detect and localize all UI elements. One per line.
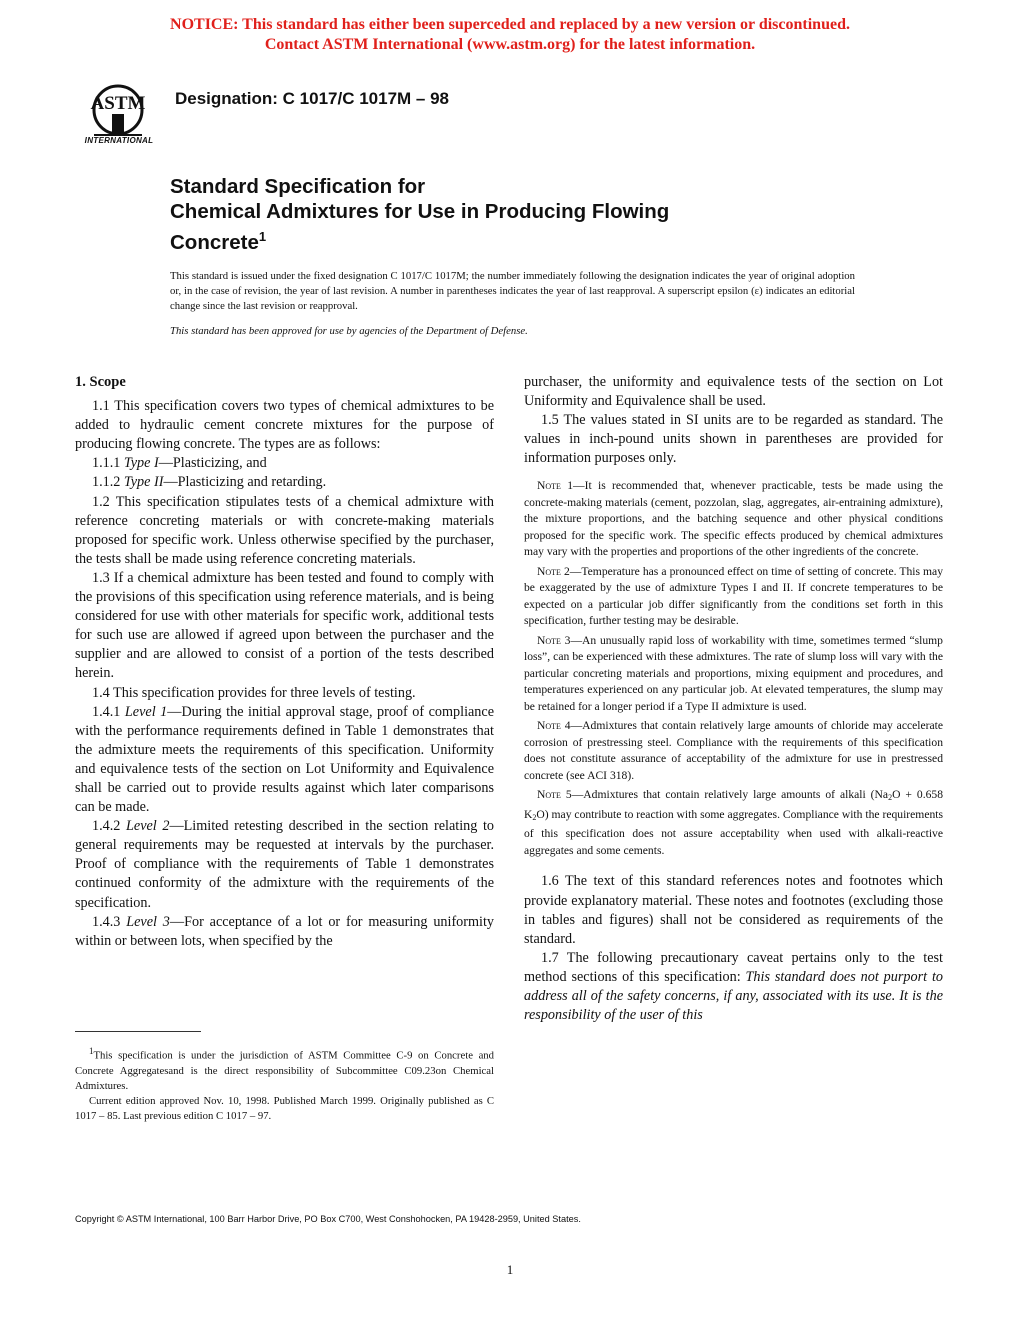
notice-line-2: Contact ASTM International (www.astm.org) for the latest information. xyxy=(264,36,756,53)
para-1-6: 1.6 The text of this standard references notes and footnotes which provide explanatory material. These notes and footnotes (excluding those in tables and figures) shall not be considered as requirements of the standard. xyxy=(524,873,943,947)
note-1-label: Note 1 xyxy=(537,479,574,493)
para-1-4-3-text: —For acceptance of a lot or for measuring uniformity within or between lots, when specified by the xyxy=(75,913,495,949)
note-5-label: Note 5 xyxy=(537,788,572,802)
logo-mark-text: ASTM xyxy=(90,93,146,114)
para-1-2: 1.2 This specification stipulates tests of a chemical admixture with reference concreting materials or with concrete-making materials proposed for specific work. Unless otherwise specified by the purchaser, the tests shall be made using reference concreting materials. xyxy=(75,493,494,567)
supersede-notice xyxy=(0,15,1020,55)
copyright-line: Copyright © ASTM International, 100 Barr Harbor Drive, PO Box C700, West Conshohocken, PA 19428-2959, United States. xyxy=(75,1214,581,1224)
footnotes xyxy=(75,1044,494,1124)
title-line-3 xyxy=(170,224,870,255)
para-1-1: 1.1 This specification covers two types of chemical admixtures to be added to hydraulic cement concrete mixtures for the purpose of producing flowing concrete. The types are as follows: xyxy=(75,398,494,453)
para-1-1-2-type: Type II xyxy=(123,474,164,491)
note-1 xyxy=(524,478,943,561)
para-1-7-text: 1.7 The following precautionary caveat pertains only to the test method sections of this specification: xyxy=(524,949,943,985)
title-footnote-mark: 1 xyxy=(258,229,267,244)
para-1-4-1-num: 1.4.1 xyxy=(92,703,125,720)
note-5-text-c: O) may contribute to reaction with some aggregates. Compliance with the requirements of this specification does not assure acceptability when used with alkali-reactive aggregates and some cements. xyxy=(524,807,943,857)
note-5-text-b: O + 0.658 K xyxy=(524,788,943,821)
title-line-1: Standard Specification for xyxy=(170,175,426,198)
issuance-statement: This standard is issued under the fixed designation C 1017/C 1017M; the number immediately following the designation indicates the year of original adoption or, in the case of revision, the year of last revision. A number in parentheses indicates the year of last reapproval. A superscript epsilon (ε) indicates an editorial change since the last revision or reapproval. xyxy=(170,270,855,312)
note-3-label: Note 3 xyxy=(537,633,571,647)
right-column xyxy=(524,373,943,1025)
note-4-label: Note 4 xyxy=(537,719,571,733)
spacer xyxy=(524,862,943,872)
footnote-1 xyxy=(75,1044,494,1094)
note-4-text: —Admixtures that contain relatively large amounts of chloride may accelerate corrosion of prestressing steel. Compliance with the requirements of this specification does not constitute assurance of acceptability of the admixture for use in prestressed concrete (see ACI 318). xyxy=(524,719,943,782)
para-1-4-3-num: 1.4.3 xyxy=(92,913,127,930)
scope-heading: 1. Scope xyxy=(75,374,126,390)
para-1-1-2-text: —Plasticizing and retarding. xyxy=(163,474,327,491)
para-1-4: 1.4 This specification provides for three levels of testing. xyxy=(92,684,416,701)
para-1-4-1-text: —During the initial approval stage, proof of compliance with the performance requirements defined in Table 1 demonstrates that the admixture meets the requirements of this specification. Uniformity and equivalence tests of the section on Lot Uniformity and Equivalence shall be carried out to provide results against which later comparisons can be made. xyxy=(75,703,494,816)
note-5-text-a: —Admixtures that contain relatively large amounts of alkali (Na xyxy=(571,788,889,802)
note-2 xyxy=(524,564,943,630)
left-column xyxy=(75,373,494,951)
para-1-1-1 xyxy=(75,454,494,473)
para-1-4-2 xyxy=(75,817,494,912)
para-1-7-caveat: This standard does not purport to address all of the safety concerns, if any, associated with its use. It is the responsibility of the user of this xyxy=(524,968,943,1024)
dod-approval-statement: This standard has been approved for use by agencies of the Department of Defense. xyxy=(170,325,528,337)
para-1-4-2-level: Level 2 xyxy=(126,818,170,835)
para-1-3: 1.3 If a chemical admixture has been tested and found to comply with the provisions of this specification using reference materials, and is being considered for use with other materials for specific work, additional tests for such use are allowed if agreed upon between the purchaser and the supplier and are allowed to consist of a portion of the tests described herein. xyxy=(75,569,494,682)
note-3-text: —An unusually rapid loss of workability with time, sometimes termed “slump loss”, can be experienced with these admixtures. The rate of slump loss will vary with the particular concreting materials and proportions, mixing equipment and procedures, and temperatures experienced on any particular job. At elevated temperatures, the slump may be retained for a longer period if a Type II admixture is used. xyxy=(524,633,943,713)
note-5-subscript-2: 2 xyxy=(532,812,537,822)
footnote-1-text: This specification is under the jurisdiction of ASTM Committee C-9 on Concrete and Concrete Aggregatesand is the direct responsibility of Subcommittee C09.23on Chemical Admixtures. xyxy=(75,1049,494,1092)
document-title xyxy=(170,174,870,255)
para-1-1-2 xyxy=(75,473,494,492)
title-line-2: Chemical Admixtures for Use in Producing Flowing xyxy=(170,200,670,223)
para-1-1-1-text: —Plasticizing, and xyxy=(158,455,267,472)
para-1-4-3-continued: purchaser, the uniformity and equivalence tests of the section on Lot Uniformity and Equivalence shall be used. xyxy=(524,374,943,410)
spacer xyxy=(524,468,943,478)
para-1-4-3 xyxy=(75,913,494,951)
designation: Designation: C 1017/C 1017M – 98 xyxy=(175,89,450,108)
para-1-1-2-num: 1.1.2 xyxy=(92,474,124,491)
note-2-text: —Temperature has a pronounced effect on time of setting of concrete. This may be exaggerated by the use of admixture Types I and II. If concrete temperatures to be expected on a particular job differ significantly from the conditions set forth in this specification, further testing may be desirable. xyxy=(524,564,943,628)
note-1-text: —It is recommended that, whenever practicable, tests be made using the concrete-making materials (cement, pozzolan, slag, aggregates, air-entraining admixture), the mixture proportions, and the batching sequence and other physical conditions proposed for the specific work. The specific effects produced by chemical admixtures may vary with the properties and proportions of the other ingredients of the concrete. xyxy=(524,479,943,559)
note-5-subscript-1: 2 xyxy=(888,793,893,803)
note-3 xyxy=(524,633,943,716)
title-line-3-text: Concrete xyxy=(170,230,259,254)
note-2-label: Note 2 xyxy=(537,564,570,578)
logo-international-text: INTERNATIONAL xyxy=(84,136,154,145)
para-1-1-1-type: Type I xyxy=(123,455,159,472)
footnote-divider xyxy=(75,1031,201,1032)
page-number: 1 xyxy=(506,1262,514,1277)
para-1-4-1 xyxy=(75,703,494,818)
footnote-edition: Current edition approved Nov. 10, 1998. Published March 1999. Originally published as C 1017 – 85. Last previous edition C 1017 – 97. xyxy=(75,1094,494,1122)
notice-line-1: NOTICE: This standard has either been superceded and replaced by a new version or discontinued. xyxy=(170,16,850,33)
para-1-4-1-level: Level 1 xyxy=(124,703,168,720)
para-1-5: 1.5 The values stated in SI units are to be regarded as standard. The values in inch-pound units shown in parentheses are provided for information purposes only. xyxy=(524,412,943,467)
para-1-4-2-text: —Limited retesting described in the section relating to general requirements may be requested at intervals by the purchaser. Proof of compliance with the requirements of Table 1 demonstrates continued conformity of the admixture with the requirements of the specification. xyxy=(75,818,494,911)
note-4 xyxy=(524,718,943,784)
footnote-1-mark: 1 xyxy=(89,1046,94,1056)
para-1-7 xyxy=(524,949,943,1025)
note-5 xyxy=(524,787,943,859)
para-1-1-1-num: 1.1.1 xyxy=(92,455,124,472)
para-1-4-2-num: 1.4.2 xyxy=(92,818,126,835)
para-1-4-3-level: Level 3 xyxy=(126,913,170,930)
